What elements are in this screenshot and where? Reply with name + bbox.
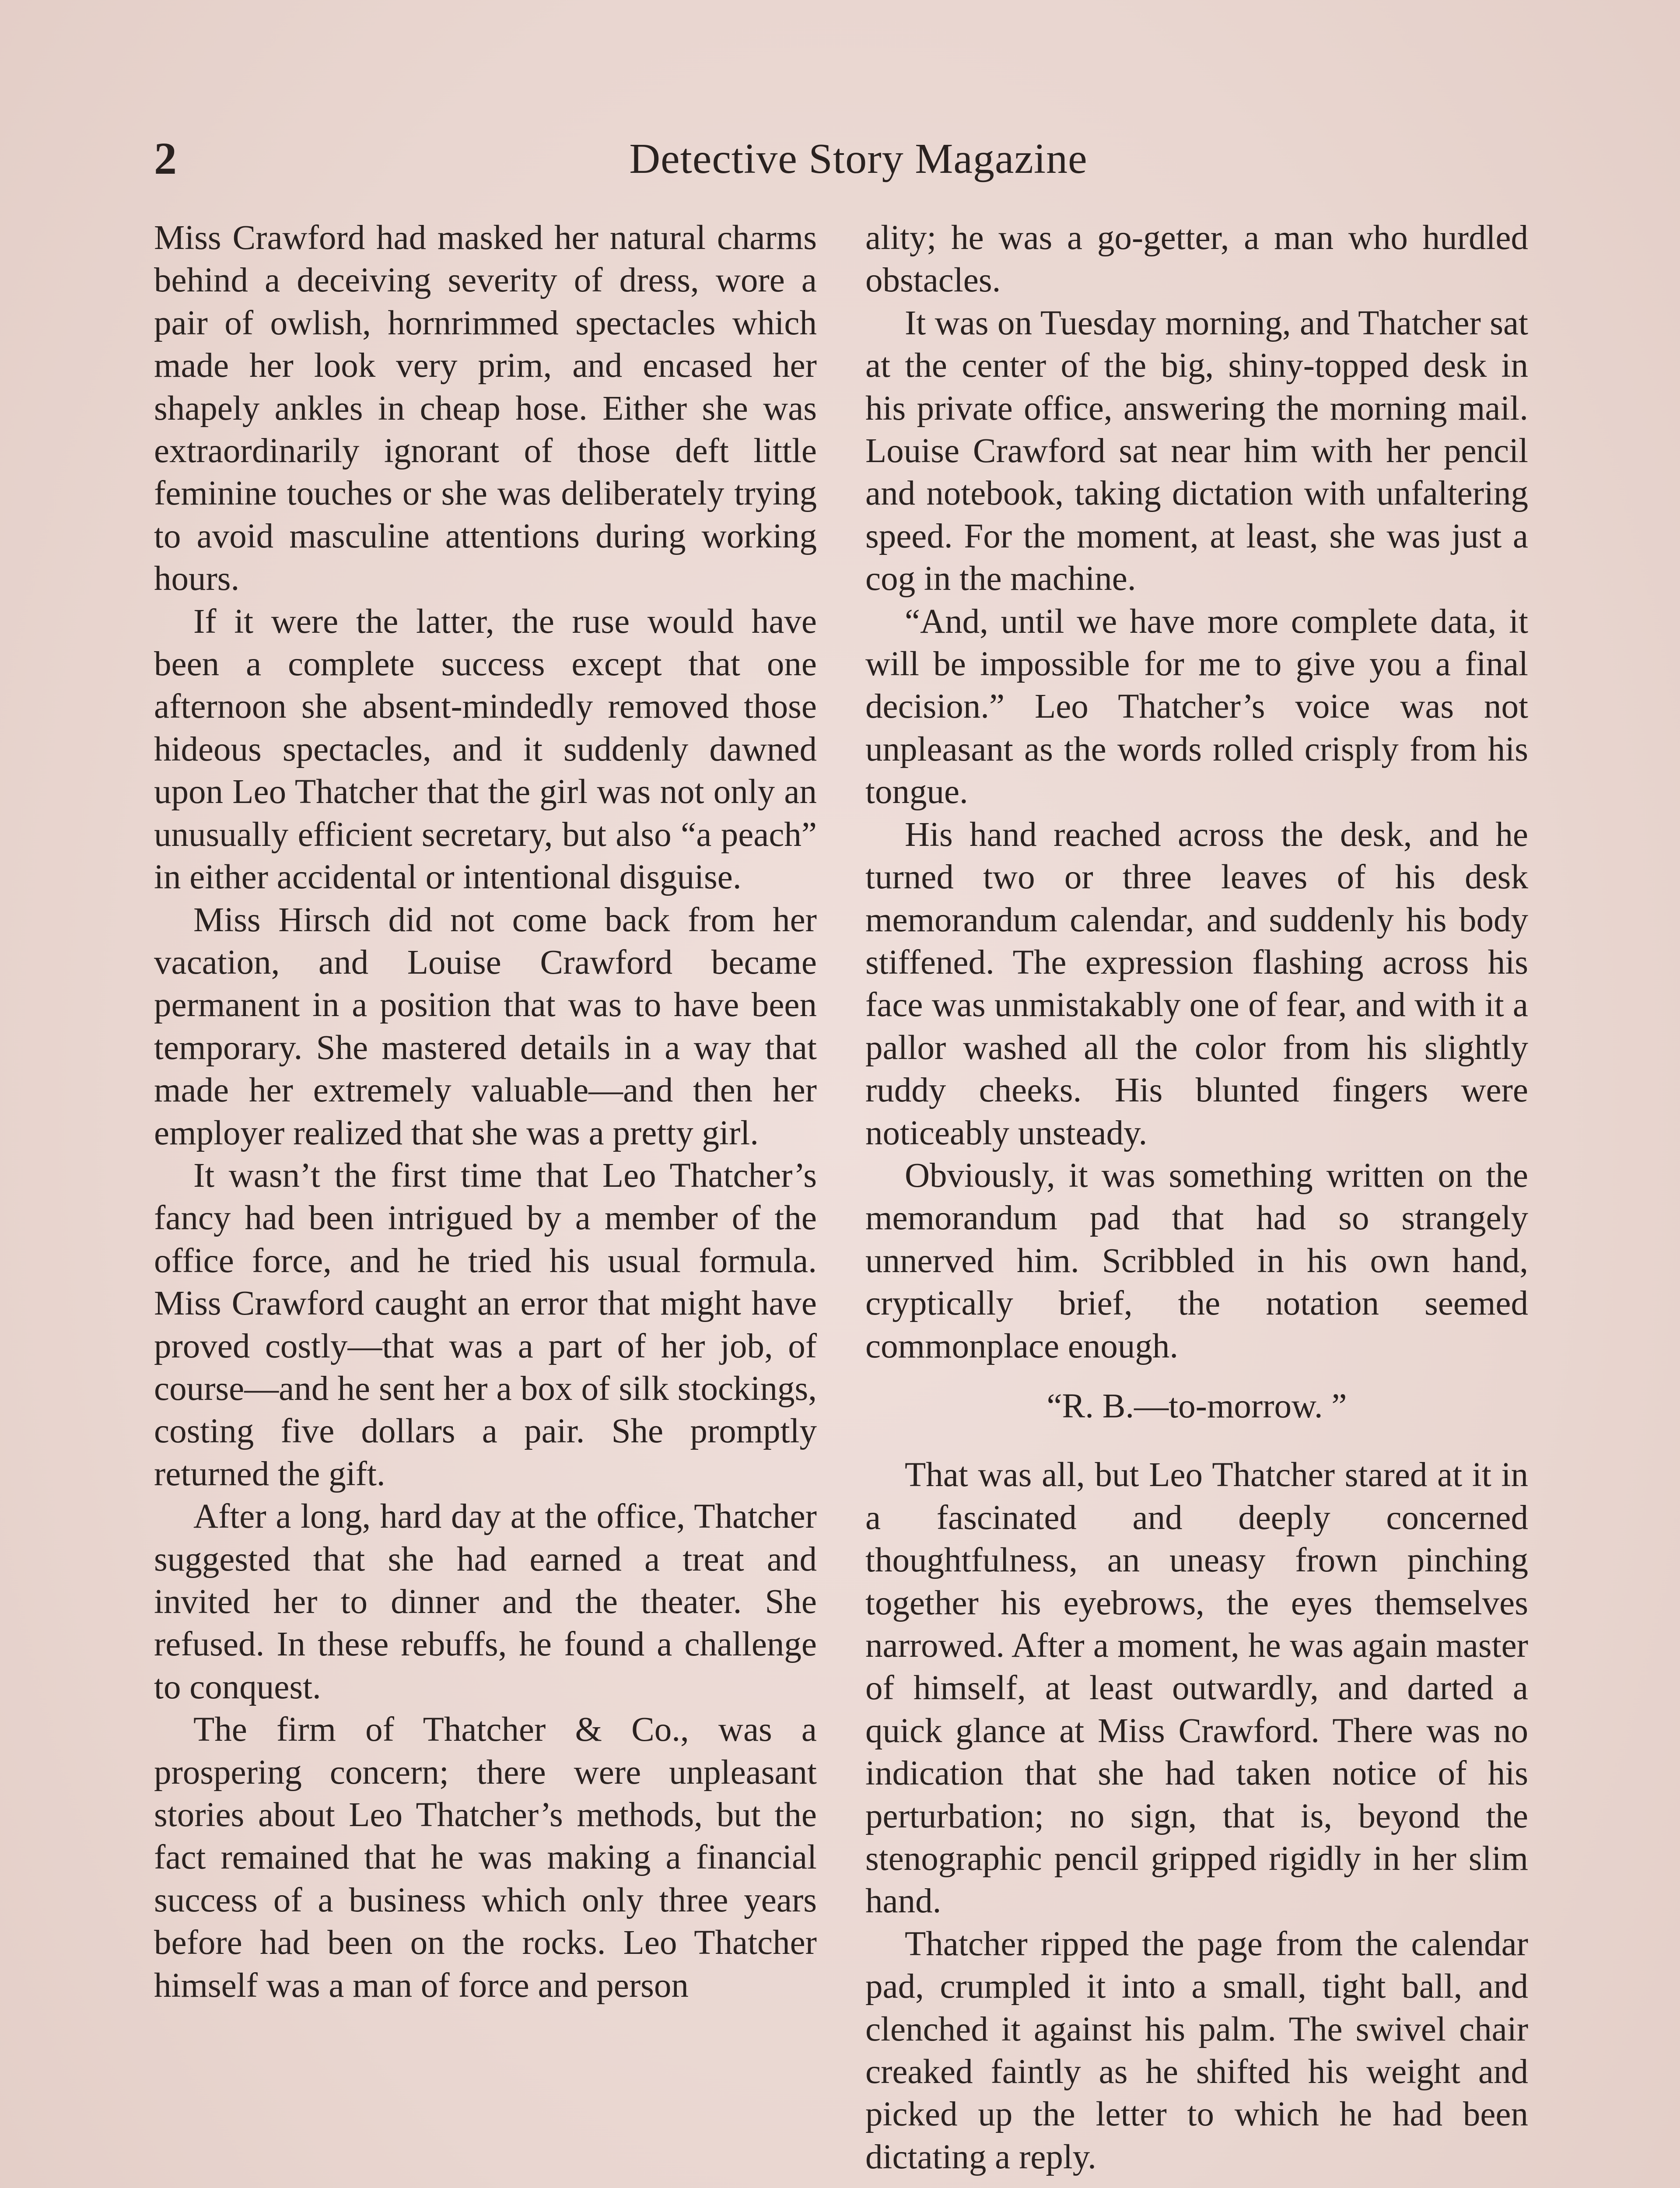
paragraph: It wasn’t the first time that Leo Thatcher’s fancy had been intrigued by a member of the office force, and he tried his usual formula. Miss Crawford caught an error that might have proved costly—that was a part of her job, of course—and he sent her a box of silk stockings, costing five dollars a pair. She promptly returned the gift. (154, 1156, 817, 1493)
paragraph: ality; he was a go-getter, a man who hurdled obstacles. (865, 219, 1528, 300)
paragraph: Obviously, it was something written on the memorandum pad that had so strangely unnerved him. Scribbled in his own hand, cryptically brief, the notation seemed commonplace enough. (865, 1156, 1528, 1365)
memorandum-note: “R. B.—to-morrow. ” (1046, 1387, 1347, 1425)
paragraph: That was all, but Leo Thatcher stared at it in a fascinated and deeply concerned thoughtfulness, an uneasy frown pinching together his eyebrows, the eyes themselves narrowed. After a moment, he was again master of himself, at least outwardly, and darted a quick glance at Miss Crawford. There was no indication that she had taken notice of his perturbation; no sign, that is, beyond the stenographic pencil gripped rigidly in her slim hand. (865, 1456, 1528, 1921)
paragraph: Thatcher ripped the page from the calendar pad, crumpled it into a small, tight ball, and clenched it against his palm. The swivel chair creaked faintly as he shifted his weight and picked up the letter to which he had been dictating a reply. (865, 1925, 1528, 2176)
left-column (154, 217, 817, 2007)
page-header (154, 130, 1563, 187)
running-title: Detective Story Magazine (629, 135, 1088, 182)
paragraph: It was on Tuesday morning, and Thatcher sat at the center of the big, shiny-topped desk in his private office, answering the morning mail. Louise Crawford sat near him with her pencil and notebook, taking dictation with unfaltering speed. For the moment, at least, she was just a cog in the machine. (865, 304, 1528, 598)
paragraph: If it were the latter, the ruse would have been a complete success except that one afternoon she absent-mindedly removed those hideous spectacles, and it suddenly dawned upon Leo Thatcher that the girl was not only an unusually efficient secretary, but also “a peach” in either accidental or intentional disguise. (154, 602, 817, 897)
paragraph: “And, until we have more complete data, it will be impossible for me to give you a final decision.” Leo Thatcher’s voice was not unpleasant as the words rolled crisply from his tongue. (865, 602, 1528, 811)
paragraph: The firm of Thatcher & Co., was a prospering concern; there were unpleasant stories about Leo Thatcher’s methods, but the fact remained that he was making a financial success of a business which only three years before had been on the rocks. Leo Thatcher himself was a man of force and person (154, 1711, 817, 2005)
paragraph: His hand reached across the desk, and he turned two or three leaves of his desk memorandum calendar, and suddenly his body stiffened. The expression flashing across his face was unmistakably one of fear, and with it a pallor washed all the color from his slightly ruddy cheeks. His blunted fingers were noticeably unsteady. (865, 815, 1528, 1152)
paragraph: After a long, hard day at the office, Thatcher suggested that she had earned a treat and invited her to dinner and the theater. She refused. In these rebuffs, he found a challenge to conquest. (154, 1497, 817, 1706)
right-column (865, 217, 1528, 2178)
paragraph: Miss Hirsch did not come back from her vacation, and Louise Crawford became permanent in a position that was to have been temporary. She mastered details in a way that made her extremely valuable—and then her employer realized that she was a pretty girl. (154, 901, 817, 1152)
page-number: 2 (154, 133, 177, 184)
paragraph: Miss Crawford had masked her natural charms behind a deceiving severity of dress, wore a pair of owlish, hornrimmed spectacles which made her look very prim, and encased her shapely ankles in cheap hose. Either she was extraordinarily ignorant of those deft little feminine touches or she was deliberately trying to avoid masculine attentions during working hours. (154, 219, 817, 598)
